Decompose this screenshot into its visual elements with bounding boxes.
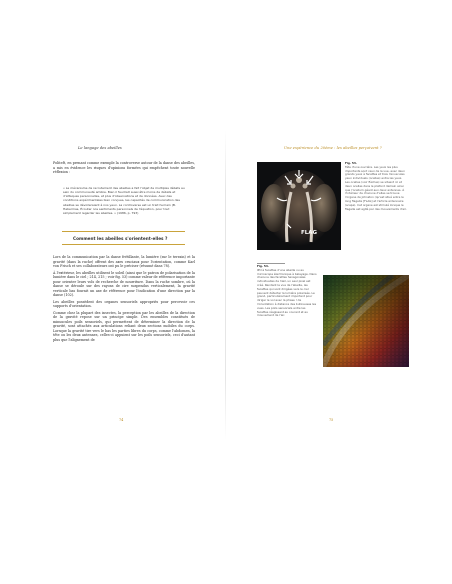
- section-heading: Comment les abeilles s'orientent-elles ?: [73, 236, 168, 241]
- body-text: [53, 255, 195, 344]
- flag-label: FLAG: [301, 230, 318, 236]
- figure-text-53: Tête d'une ouvrière. Les yeux les plus importants sont ceux de la vue, avec deux grands yeux à facettes et trois minuscules yeux individuels (ocelles) entre les yeux. Les ocelles (voir flèches) se situent ici et deux ocelles dans le plafond demain ainsi que l'ocellum géant aux deux antennes. À l'intérieur de chacune d'elles se trouve l'organe de Johnston (qu'est situé entre le long flagelle [FLAG] et l'article ardennaire (scape). Cet organe est stimulé lorsque le flagelle est agité par des mouvements d'air.: [345, 164, 407, 211]
- body-paragraph: À l'extérieur, les abeilles utilisent le soleil (ainsi que le patron de polarisation de la lumière dans le ciel ; 214, 215 ; voir fig. 53) comme valeur de référence importante pour orienter leurs vols de recherche de nourriture. Dans la ruche sombre, où la danse se déroule sur des rayons de cire suspendus verticalement, la gravité verticale bas fournit un axe de référence pour l'indication d'une direction par la danse (102).: [53, 270, 195, 297]
- quotation-block: « Le mécanisme de recrutement des abeilles a fait l'objet de multiples débats au sein du communauté amibie. Bien il faudrait aussi être moins de débats et d'attaques personnelles, et plus d'observations et de données. Avec des conditions expérimentales bien conçues, les capacités de communication des abeilles se dévoileraient à nos yeux. La controverse est un trait humain (B. Habermas, Écouter nos sentiments personnels de l'équation, pour tout simplement regarder les abeilles. » (1986, p. 793): [63, 186, 185, 215]
- page-number-right: 75: [329, 418, 334, 422]
- running-head-left: Le langage des abeilles: [78, 146, 122, 150]
- page-number-left: 74: [119, 418, 124, 422]
- body-paragraph: Lors de la communication par la danse frétillante, la lumière (sur le terrain) et la gravité (dans la ruche) offrent des axes cruciaux pour l'orientation, comme Karl von Frisch et ses collaborateurs ont pu le préciser (résumé dans 78).: [53, 255, 195, 268]
- heading-rule-top: [62, 231, 185, 232]
- intro-text: Politeft, en prenant comme exemple la controverse autour de la danse des abeilles, a mis en évidence les risques d'opinions formées qui empêchent toute nouvelle réflexion :: [53, 161, 195, 174]
- body-paragraph: Les abeilles possèdent des organes sensoriels appropriés pour percevoir ces supports d'orientation.: [53, 299, 195, 308]
- figure-title-54: Fig. 54.: [257, 264, 269, 268]
- figure-caption-53: [345, 162, 407, 211]
- figure-caption-54: [257, 265, 317, 318]
- body-paragraph: Comme chez la plupart des insectes, la perception par les abeilles de la direction de la gravité repose sur un principe simple. Des ensembles constitués de minuscules poils sensoriels, qui permettent de déterminer la direction de la gravité, sont attachés aux articulations reliant deux sections mobiles du corps. Lorsque la gravité tire vers le bas les parties libres du corps, comme l'abdomen, la tête ou les deux antennes, celles-ci appuient sur les poils sensoriels, ceci d'autant plus que l'alignement de: [53, 310, 195, 342]
- running-head-right: Une expérience du 20ème : les abeilles perçoivent ?: [284, 146, 382, 150]
- bee-head-illustration: [257, 162, 341, 250]
- compound-eye-illustration: [323, 275, 409, 367]
- bee-head-photo: [257, 162, 341, 250]
- figure-text-54: Œil à facettes d'une abeille vu au microscope électronique à balayage. Dans chacune des facettes hexagonales individuelles de l'œil, un seul pixel est créé. Rendant la vue de l'abeille, les facettes qui sont dirigées vers le ciel peuvent détecter la lumière polarisée. Le grand, particulièrement important pour diriger le vol avec la phase ! de l'orientation à distance des butineuses les vues. Les poils sensoriels entre les facettes réagissent au courant et au mouvement de l'air.: [257, 267, 317, 318]
- figure-title-53: Fig. 53.: [345, 161, 357, 165]
- intro-paragraph: [53, 161, 195, 177]
- compound-eye-photo: [323, 275, 409, 367]
- heading-rule-bottom: [62, 244, 185, 245]
- right-page: [226, 0, 452, 584]
